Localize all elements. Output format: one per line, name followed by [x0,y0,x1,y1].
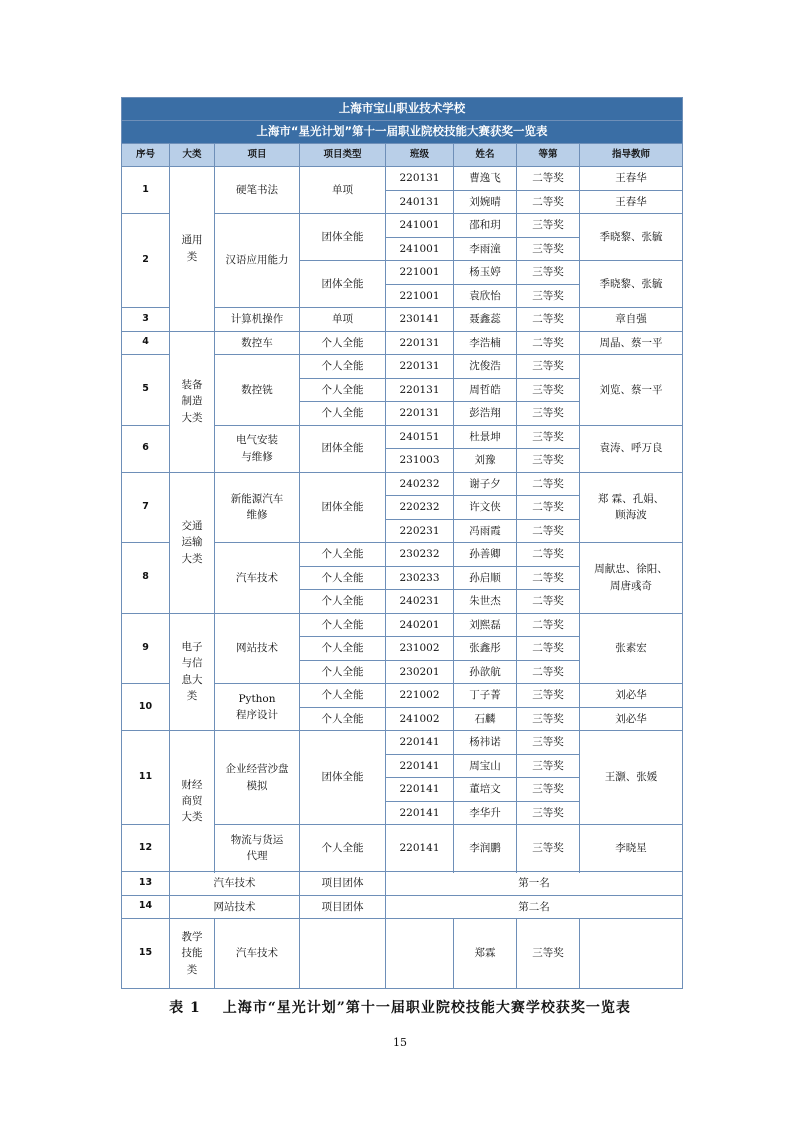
name-cell: 周宝山 [454,754,517,778]
row-number: 6 [122,425,170,472]
project-cell: 数控车 [215,331,300,355]
name-cell: 曹逸飞 [454,167,517,191]
grade-cell: 三等奖 [517,425,580,449]
name-cell: 李华升 [454,801,517,825]
header-cell: 项目 [215,144,300,167]
result-cell: 第一名 [386,872,683,896]
grade-cell: 二等奖 [517,543,580,567]
grade-cell: 三等奖 [517,214,580,238]
teacher-cell: 季晓黎、张毓 [580,261,683,308]
name-cell: 周哲皓 [454,378,517,402]
type-cell: 个人全能 [300,402,386,426]
type-cell: 个人全能 [300,566,386,590]
teacher-line: 顾海波 [615,509,647,522]
grade-cell: 三等奖 [517,237,580,261]
grade-cell: 三等奖 [517,801,580,825]
header-cell: 大类 [170,144,215,167]
teacher-cell: 章自强 [580,308,683,332]
grade-cell: 三等奖 [517,731,580,755]
class-cell: 220131 [386,167,454,191]
category-cell [170,613,215,731]
type-cell: 个人全能 [300,355,386,379]
class-cell: 221001 [386,284,454,308]
type-cell: 个人全能 [300,684,386,708]
grade-cell: 二等奖 [517,190,580,214]
teacher-cell: 王灏、张媛 [580,731,683,825]
caption-text: 上海市“星光计划”第十一届职业院校技能大赛学校获奖一览表 [222,1000,631,1016]
project-line: 程序设计 [236,709,278,721]
row-number: 1 [122,167,170,214]
type-cell: 团体全能 [300,731,386,825]
type-cell: 团体全能 [300,214,386,261]
teacher-cell: 刘必华 [580,707,683,731]
name-cell: 杜景坤 [454,425,517,449]
teacher-line: 周献忠、徐阳、 [594,563,668,576]
project-line: 企业经营沙盘 [225,763,289,776]
row-number: 10 [122,684,170,731]
type-cell: 个人全能 [300,590,386,614]
row-number: 8 [122,543,170,614]
name-cell: 孙歆航 [454,660,517,684]
teacher-cell: 王春华 [580,167,683,191]
type-cell [300,919,386,989]
grade-cell: 二等奖 [517,472,580,496]
name-cell: 孙善卿 [454,543,517,567]
type-cell: 个人全能 [300,707,386,731]
project-line: 电气安装 [236,434,278,447]
class-cell: 220131 [386,402,454,426]
teacher-cell: 刘览、蔡一平 [580,355,683,426]
row-number: 12 [122,825,170,872]
row-number: 13 [122,872,170,896]
type-cell: 个人全能 [300,637,386,661]
table-caption [0,997,800,1017]
name-cell: 邵和玥 [454,214,517,238]
class-cell: 220141 [386,731,454,755]
category-cell [170,731,215,872]
category-cell [170,919,215,989]
type-cell: 项目团体 [300,872,386,896]
class-cell: 241001 [386,237,454,261]
teacher-line: 周唐彧奇 [610,579,652,592]
project-cell [215,472,300,543]
header-cell: 序号 [122,144,170,167]
table-subtitle: 上海市“星光计划”第十一届职业院校技能大赛获奖一览表 [122,121,683,144]
grade-cell: 二等奖 [517,660,580,684]
project-line: Python [238,692,276,705]
project-cell [215,731,300,825]
category-label: 交通运输大类 [181,520,203,565]
name-cell: 刘豫 [454,449,517,473]
project-cell: 汉语应用能力 [215,214,300,308]
table-title: 上海市宝山职业技术学校 [122,98,683,121]
grade-cell: 二等奖 [517,167,580,191]
type-cell: 团体全能 [300,261,386,308]
class-cell: 220131 [386,355,454,379]
type-cell: 个人全能 [300,660,386,684]
caption-label: 表 1 [169,1000,201,1016]
name-cell: 彭浩翔 [454,402,517,426]
grade-cell: 三等奖 [517,449,580,473]
class-cell: 220131 [386,378,454,402]
class-cell: 220231 [386,519,454,543]
teacher-cell: 李晓星 [580,825,683,872]
project-cell: 网站技术 [215,613,300,684]
class-cell: 220141 [386,754,454,778]
class-cell: 231003 [386,449,454,473]
teacher-cell [580,919,683,989]
teacher-cell: 季晓黎、张毓 [580,214,683,261]
name-cell: 许文侠 [454,496,517,520]
name-cell: 刘熙磊 [454,613,517,637]
type-cell: 个人全能 [300,543,386,567]
class-cell: 230233 [386,566,454,590]
teacher-cell: 刘必华 [580,684,683,708]
name-cell: 张鑫彤 [454,637,517,661]
project-cell: 汽车技术 [215,543,300,614]
category-cell [170,331,215,472]
class-cell: 241001 [386,214,454,238]
award-table [121,97,683,989]
project-line: 新能源汽车 [230,492,284,505]
grade-cell: 三等奖 [517,378,580,402]
grade-cell: 三等奖 [517,402,580,426]
category-label: 财经商贸大类 [181,778,203,824]
class-cell: 220141 [386,801,454,825]
class-cell: 240131 [386,190,454,214]
project-cell [215,684,300,731]
header-cell: 项目类型 [300,144,386,167]
class-cell: 230201 [386,660,454,684]
row-number: 4 [122,331,170,355]
name-cell: 聂鑫蕊 [454,308,517,332]
name-cell: 李雨潼 [454,237,517,261]
name-cell: 李浩楠 [454,331,517,355]
grade-cell: 二等奖 [517,637,580,661]
teacher-cell [580,543,683,614]
grade-cell: 三等奖 [517,355,580,379]
project-cell: 数控铣 [215,355,300,426]
category-cell [170,472,215,613]
grade-cell: 二等奖 [517,331,580,355]
grade-cell: 三等奖 [517,707,580,731]
type-cell: 个人全能 [300,331,386,355]
class-cell: 230232 [386,543,454,567]
name-cell: 郑霖 [454,919,517,989]
teacher-cell: 王春华 [580,190,683,214]
grade-cell: 二等奖 [517,496,580,520]
teacher-line: 郑 霖、孔娟、 [597,492,665,505]
category-label: 装备制造大类 [181,379,203,424]
name-cell: 刘婉晴 [454,190,517,214]
grade-cell: 二等奖 [517,308,580,332]
class-cell: 241002 [386,707,454,731]
header-cell: 等第 [517,144,580,167]
row-number: 3 [122,308,170,332]
project-line: 与维修 [241,450,273,463]
project-line: 代理 [246,850,268,862]
header-cell: 指导教师 [580,144,683,167]
project-cell: 计算机操作 [215,308,300,332]
row-number: 7 [122,472,170,543]
class-cell: 240232 [386,472,454,496]
name-cell: 李润鹏 [454,825,517,872]
category-label: 通用类 [181,234,203,263]
type-cell: 团体全能 [300,472,386,543]
class-cell: 240151 [386,425,454,449]
class-cell: 220131 [386,331,454,355]
category-label: 电子与信息大类 [181,641,203,703]
project-cell: 汽车技术 [170,872,300,896]
type-cell: 项目团体 [300,895,386,919]
name-cell: 孙启顺 [454,566,517,590]
class-cell: 240201 [386,613,454,637]
result-cell: 第二名 [386,895,683,919]
row-number: 15 [122,919,170,989]
name-cell: 石麟 [454,707,517,731]
grade-cell: 三等奖 [517,261,580,285]
project-cell: 汽车技术 [215,919,300,989]
row-number: 14 [122,895,170,919]
grade-cell: 三等奖 [517,754,580,778]
grade-cell: 三等奖 [517,825,580,872]
teacher-cell: 张素宏 [580,613,683,684]
project-cell [215,425,300,472]
class-cell: 220141 [386,825,454,872]
project-line: 物流与货运 [230,833,284,846]
class-cell [386,919,454,989]
project-cell: 硬笔书法 [215,167,300,214]
type-cell: 个人全能 [300,825,386,872]
grade-cell: 三等奖 [517,919,580,989]
teacher-cell: 周晶、蔡一平 [580,331,683,355]
teacher-cell: 袁涛、呼万良 [580,425,683,472]
category-label: 教学技能类 [181,931,203,976]
type-cell: 个人全能 [300,613,386,637]
class-cell: 220141 [386,778,454,802]
name-cell: 冯雨霞 [454,519,517,543]
row-number: 5 [122,355,170,426]
class-cell: 231002 [386,637,454,661]
type-cell: 团体全能 [300,425,386,472]
name-cell: 谢子夕 [454,472,517,496]
grade-cell: 二等奖 [517,590,580,614]
header-cell: 姓名 [454,144,517,167]
class-cell: 230141 [386,308,454,332]
grade-cell: 二等奖 [517,613,580,637]
name-cell: 杨祎诺 [454,731,517,755]
teacher-cell [580,472,683,543]
project-line: 维修 [246,509,268,522]
class-cell: 221001 [386,261,454,285]
name-cell: 袁欣怡 [454,284,517,308]
category-cell [170,167,215,332]
project-cell [215,825,300,872]
row-number: 11 [122,731,170,825]
grade-cell: 二等奖 [517,519,580,543]
name-cell: 朱世杰 [454,590,517,614]
class-cell: 220232 [386,496,454,520]
project-line: 模拟 [246,779,268,792]
grade-cell: 三等奖 [517,684,580,708]
class-cell: 240231 [386,590,454,614]
name-cell: 沈俊浩 [454,355,517,379]
project-cell: 网站技术 [170,895,300,919]
type-cell: 个人全能 [300,378,386,402]
type-cell: 单项 [300,308,386,332]
type-cell: 单项 [300,167,386,214]
name-cell: 董培文 [454,778,517,802]
row-number: 2 [122,214,170,308]
row-number: 9 [122,613,170,684]
grade-cell: 二等奖 [517,566,580,590]
header-cell: 班级 [386,144,454,167]
class-cell: 221002 [386,684,454,708]
name-cell: 杨玉婷 [454,261,517,285]
grade-cell: 三等奖 [517,284,580,308]
name-cell: 丁子菁 [454,684,517,708]
grade-cell: 三等奖 [517,778,580,802]
page-number: 15 [393,1036,407,1049]
